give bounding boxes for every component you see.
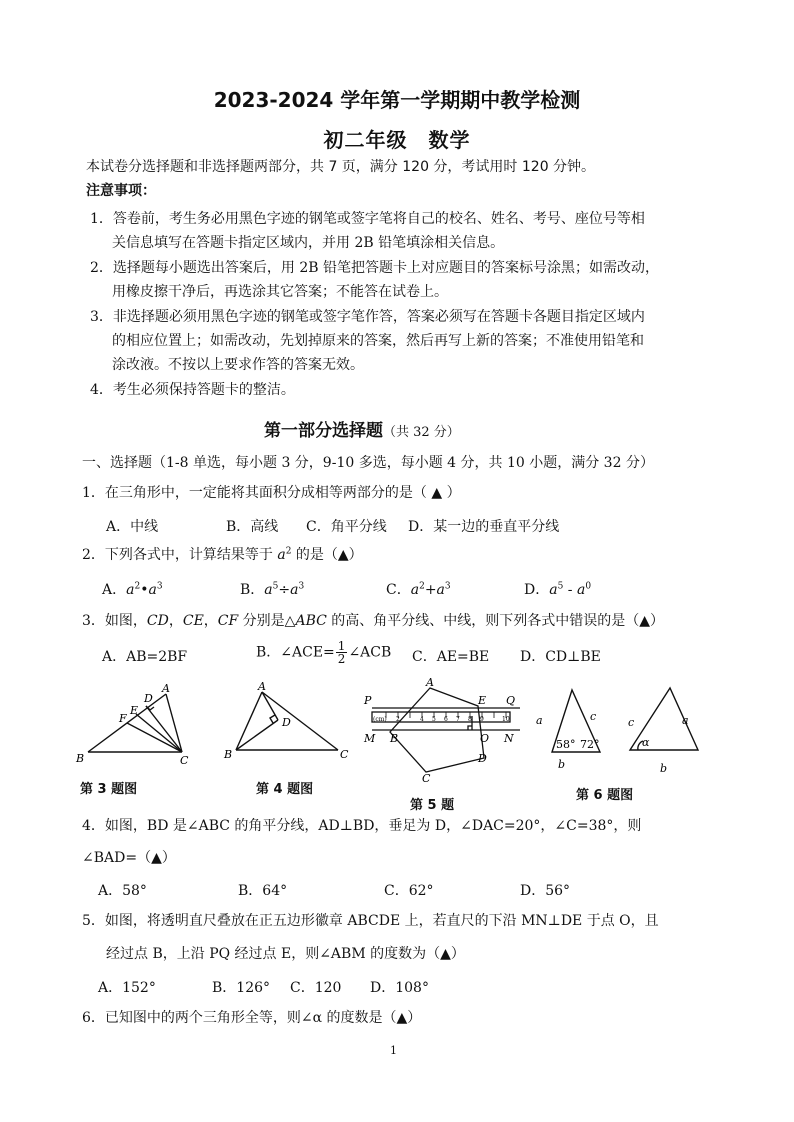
q5-option-c: C．120: [290, 980, 342, 996]
question-4-stem-cont: ∠BAD=（▲）: [82, 850, 176, 866]
svg-text:a: a: [536, 714, 543, 727]
question-4-stem: 4．如图，BD 是∠ABC 的角平分线，AD⊥BD，垂足为 D，∠DAC=20°，∠C=38°，则: [82, 818, 642, 834]
svg-text:72°: 72°: [580, 738, 600, 751]
svg-text:M: M: [364, 732, 376, 745]
q3-option-a: A．AB=2BF: [102, 649, 188, 665]
figure-5: [360, 676, 526, 788]
q1-option-b: B．高线: [226, 519, 279, 535]
svg-text:E: E: [130, 704, 139, 717]
exam-subtitle: 初二年级 数学: [323, 128, 471, 152]
exam-title: 2023-2024 学年第一学期期中教学检测: [213, 88, 581, 112]
q5-option-a: A．152°: [98, 980, 156, 996]
svg-text:Q: Q: [506, 694, 516, 707]
svg-text:b: b: [558, 758, 566, 771]
svg-text:C: C: [180, 754, 189, 766]
svg-text:D: D: [478, 752, 487, 765]
svg-text:(cm): (cm): [373, 716, 387, 723]
question-2-stem: 2．下列各式中，计算结果等于 $a^2$ 的是（▲）: [82, 546, 363, 563]
svg-text:c: c: [628, 716, 635, 729]
svg-text:a: a: [682, 714, 689, 727]
svg-text:8: 8: [468, 716, 472, 723]
svg-text:c: c: [590, 710, 597, 723]
svg-text:A: A: [162, 682, 170, 695]
notice-item-3-cont1: 的相应位置上；如需改动，先划掉原来的答案，然后再写上新的答案；不准使用铅笔和: [112, 333, 644, 349]
svg-text:B: B: [76, 752, 85, 765]
q3-option-d: D．CD⊥BE: [520, 649, 601, 665]
figure-6-caption: 第 6 题图: [576, 788, 634, 803]
q5-option-b: B．126°: [212, 980, 271, 996]
q2-option-c: C．$a^2+a^3$: [386, 581, 451, 598]
svg-text:α: α: [642, 736, 650, 749]
svg-text:10: 10: [502, 716, 510, 723]
svg-text:B: B: [224, 748, 233, 761]
notice-heading: 注意事项：: [86, 183, 156, 199]
svg-text:58°: 58°: [556, 738, 576, 751]
svg-text:4: 4: [420, 716, 424, 723]
svg-text:A: A: [258, 680, 266, 693]
q3-option-c: C．AE=BE: [412, 649, 490, 665]
notice-item-2: 2．选择题每小题选出答案后，用 2B 铅笔把答题卡上对应题目的答案标号涂黑；如需改动，: [90, 260, 660, 276]
svg-text:B: B: [390, 732, 399, 745]
svg-text:D: D: [144, 692, 153, 705]
svg-text:O: O: [480, 732, 490, 745]
q1-option-a: A．中线: [106, 519, 159, 535]
q2-option-b: B．$a^5\div a^3$: [240, 581, 305, 598]
notice-item-1: 1．答卷前，考生务必用黑色字迹的钢笔或签字笔将自己的校名、姓名、考号、座位号等相: [90, 211, 645, 227]
svg-text:E: E: [478, 694, 487, 707]
svg-text:9: 9: [480, 716, 484, 723]
svg-text:b: b: [660, 762, 668, 775]
svg-text:D: D: [282, 716, 291, 729]
question-3-stem: 3．如图，CD，CE，CF 分别是△ABC 的高、角平分线、中线，则下列各式中错误的是（▲）: [82, 613, 665, 629]
exam-intro: 本试卷分选择题和非选择题两部分，共 7 页，满分 120 分，考试用时 120 分钟。: [86, 159, 596, 175]
notice-item-3-cont2: 涂改液。不按以上要求作答的答案无效。: [112, 357, 364, 373]
svg-text:N: N: [504, 732, 514, 745]
svg-text:6: 6: [444, 716, 448, 723]
question-5-stem: 5．如图，将透明直尺叠放在正五边形徽章 ABCDE 上，若直尺的下沿 MN⊥DE 于点 O，且: [82, 913, 659, 929]
svg-text:P: P: [364, 694, 372, 707]
part1-heading: 第一部分选择题（共 32 分）: [264, 421, 460, 441]
figure-4: [220, 680, 350, 766]
svg-text:7: 7: [456, 716, 460, 723]
q4-option-a: A．58°: [98, 883, 147, 899]
q2-option-a: A．$a^2•a^3$: [102, 581, 163, 598]
notice-item-4: 4．考生必须保持答题卡的整洁。: [90, 382, 295, 398]
q1-option-d: D．某一边的垂直平分线: [408, 519, 560, 535]
figure-6: [530, 682, 720, 778]
notice-item-1-cont: 关信息填写在答题卡指定区域内，并用 2B 铅笔填涂相关信息。: [112, 235, 505, 251]
q5-option-d: D．108°: [370, 980, 429, 996]
q2-option-d: D．$a^5 - a^0$: [524, 581, 592, 598]
svg-text:2: 2: [396, 716, 400, 723]
question-5-stem-cont: 经过点 B，上沿 PQ 经过点 E，则∠ABM 的度数为（▲）: [106, 946, 465, 962]
notice-item-2-cont: 用橡皮擦干净后，再选涂其它答案；不能答在试卷上。: [112, 284, 448, 300]
figure-4-caption: 第 4 题图: [256, 782, 314, 797]
q1-option-c: C．角平分线: [306, 519, 387, 535]
page-number: 1: [390, 1044, 397, 1057]
figure-3: [74, 680, 194, 766]
question-1-stem: 1．在三角形中，一定能将其面积分成相等两部分的是（ ▲ ）: [82, 485, 461, 501]
figure-3-caption: 第 3 题图: [80, 782, 138, 797]
svg-text:C: C: [340, 748, 349, 761]
svg-text:F: F: [119, 712, 127, 725]
section-instructions: 一、选择题（1-8 单选，每小题 3 分，9-10 多选，每小题 4 分，共 10 小题，满分 32 分）: [82, 455, 654, 471]
svg-text:A: A: [426, 676, 434, 689]
q4-option-c: C．62°: [384, 883, 434, 899]
svg-text:C: C: [422, 772, 431, 785]
q3-option-b: B．∠ACE= $\frac{1}{2}$ ∠ACB: [256, 639, 392, 666]
figure-5-caption: 第 5 题: [410, 798, 455, 813]
notice-item-3: 3．非选择题必须用黑色字迹的钢笔或签字笔作答，答案必须写在答题卡各题目指定区域内: [90, 309, 645, 325]
question-6-stem: 6．已知图中的两个三角形全等，则∠α 的度数是（▲）: [82, 1010, 422, 1026]
svg-text:5: 5: [432, 716, 436, 723]
q4-option-b: B．64°: [238, 883, 288, 899]
q4-option-d: D．56°: [520, 883, 571, 899]
